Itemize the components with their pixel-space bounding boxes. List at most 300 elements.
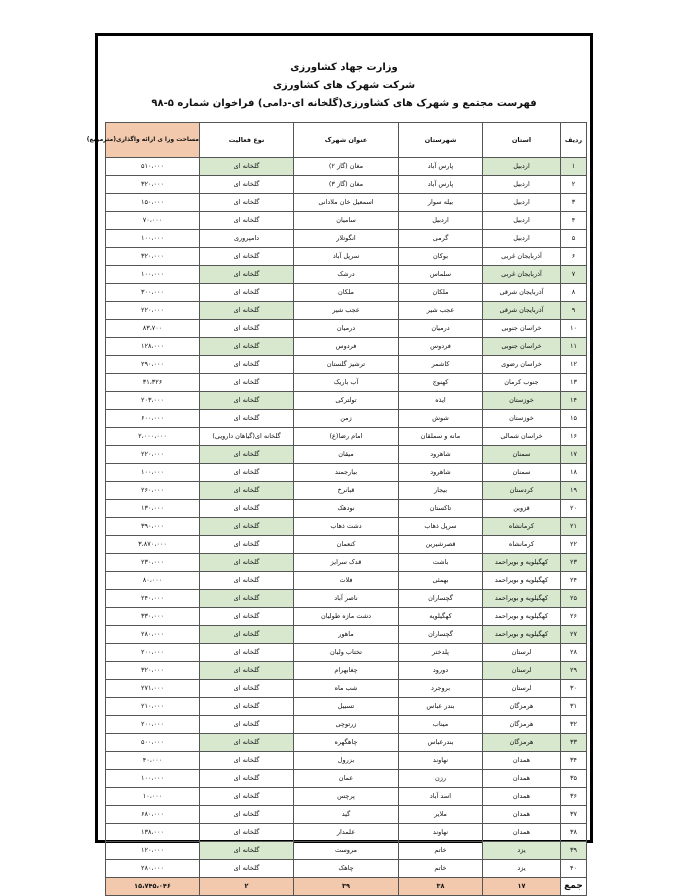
province-cell: همدان: [483, 806, 561, 824]
row-number-cell: ۱: [561, 158, 587, 176]
activity-cell: گلخانه ای: [200, 662, 294, 680]
county-cell: سلماس: [399, 266, 483, 284]
row-number-cell: ۲۲: [561, 536, 587, 554]
activity-cell: گلخانه ای: [200, 410, 294, 428]
row-number-cell: ۲۵: [561, 590, 587, 608]
area-cell: ۱۰۰،۰۰۰: [106, 464, 200, 482]
table-row: [106, 284, 587, 302]
area-cell: ۱۰۰،۰۰۰: [106, 230, 200, 248]
activity-cell: گلخانه ای: [200, 266, 294, 284]
totals-row: [106, 878, 587, 896]
town-cell: امام رضا(ع): [294, 428, 399, 446]
province-cell: خراسان جنوبی: [483, 338, 561, 356]
area-cell: ۱۲۰،۰۰۰: [106, 842, 200, 860]
town-cell: پرچس: [294, 788, 399, 806]
table-row: [106, 788, 587, 806]
county-cell: میناب: [399, 716, 483, 734]
province-cell: خوزستان: [483, 410, 561, 428]
county-cell: کهنوج: [399, 374, 483, 392]
table-row: [106, 554, 587, 572]
province-cell: اردبیل: [483, 230, 561, 248]
activity-cell: گلخانه ای: [200, 446, 294, 464]
table-row: [106, 194, 587, 212]
area-cell: ۲۲۰،۰۰۰: [106, 446, 200, 464]
row-number-cell: ۱۹: [561, 482, 587, 500]
county-cell: اردبیل: [399, 212, 483, 230]
county-cell: بیجار: [399, 482, 483, 500]
county-cell: گچساران: [399, 626, 483, 644]
table-row: [106, 482, 587, 500]
town-cell: ناصر آباد: [294, 590, 399, 608]
town-cell: چاهگهره: [294, 734, 399, 752]
province-cell: اردبیل: [483, 158, 561, 176]
area-cell: ۸۰،۰۰۰: [106, 572, 200, 590]
totals-province: ۱۷: [483, 878, 561, 896]
county-cell: دورود: [399, 662, 483, 680]
county-cell: پارس آباد: [399, 158, 483, 176]
county-cell: بندر عباس: [399, 698, 483, 716]
town-cell: انگوتلار: [294, 230, 399, 248]
row-number-cell: ۱۸: [561, 464, 587, 482]
area-cell: ۵۱۰،۰۰۰: [106, 158, 200, 176]
activity-cell: گلخانه ای: [200, 464, 294, 482]
town-cell: مغان (گاز ۲): [294, 158, 399, 176]
table-row: [106, 644, 587, 662]
province-cell: خراسان جنوبی: [483, 320, 561, 338]
province-cell: جنوب کرمان: [483, 374, 561, 392]
town-cell: چاهک: [294, 860, 399, 878]
province-cell: آذربایجان شرقی: [483, 302, 561, 320]
totals-activity: ۲: [200, 878, 294, 896]
table-row: [106, 464, 587, 482]
row-number-cell: ۳: [561, 194, 587, 212]
row-number-cell: ۱۰: [561, 320, 587, 338]
table-row: [106, 770, 587, 788]
row-number-cell: ۱۱: [561, 338, 587, 356]
table-row: [106, 698, 587, 716]
table-row: [106, 266, 587, 284]
area-cell: ۳۲۰،۰۰۰: [106, 248, 200, 266]
county-cell: ملایر: [399, 806, 483, 824]
area-cell: ۳۹۰،۰۰۰: [106, 518, 200, 536]
town-cell: گید: [294, 806, 399, 824]
towns-table: [86, 122, 587, 896]
province-cell: همدان: [483, 770, 561, 788]
province-cell: قزوین: [483, 500, 561, 518]
province-cell: لرستان: [483, 680, 561, 698]
col-header-town: عنوان شهرک: [294, 123, 399, 158]
province-cell: کردستان: [483, 482, 561, 500]
activity-cell: گلخانه ای: [200, 770, 294, 788]
row-number-cell: ۲۹: [561, 662, 587, 680]
row-number-cell: ۸: [561, 284, 587, 302]
activity-cell: گلخانه ای: [200, 842, 294, 860]
province-cell: کهگیلویه و بویراحمد: [483, 626, 561, 644]
county-cell: نهاوند: [399, 752, 483, 770]
province-cell: یزد: [483, 842, 561, 860]
province-cell: هرمزگان: [483, 698, 561, 716]
county-cell: باشت: [399, 554, 483, 572]
table-row: [106, 590, 587, 608]
town-cell: چغابهرام: [294, 662, 399, 680]
activity-cell: گلخانه ای: [200, 518, 294, 536]
activity-cell: گلخانه ای: [200, 824, 294, 842]
area-cell: ۲۶۰،۰۰۰: [106, 482, 200, 500]
totals-area: ۱۵،۷۴۵،۰۴۶: [106, 878, 200, 896]
town-cell: اسمعیل خان ملادانی: [294, 194, 399, 212]
table-row: [106, 536, 587, 554]
activity-cell: گلخانه ای: [200, 626, 294, 644]
table-row: [106, 356, 587, 374]
activity-cell: گلخانه ای: [200, 356, 294, 374]
area-cell: ۲۸۰،۰۰۰: [106, 860, 200, 878]
ministry-title: وزارت جهاد کشاورزی: [290, 62, 398, 73]
area-cell: ۱۰۰،۰۰۰: [106, 266, 200, 284]
activity-cell: گلخانه ای: [200, 788, 294, 806]
province-cell: همدان: [483, 752, 561, 770]
province-cell: هرمزگان: [483, 716, 561, 734]
row-number-cell: ۲۰: [561, 500, 587, 518]
county-cell: درمیان: [399, 320, 483, 338]
province-cell: آذربایجان غربی: [483, 248, 561, 266]
col-header-row: ردیف: [561, 123, 587, 158]
activity-cell: گلخانه ای: [200, 644, 294, 662]
county-cell: فردوس: [399, 338, 483, 356]
totals-town: ۳۹: [294, 878, 399, 896]
table-row: [106, 392, 587, 410]
activity-cell: گلخانه ای: [200, 320, 294, 338]
activity-cell: گلخانه ای: [200, 302, 294, 320]
county-cell: کاشمر: [399, 356, 483, 374]
area-cell: ۲،۰۰۰،۰۰۰: [106, 428, 200, 446]
activity-cell: گلخانه ای: [200, 482, 294, 500]
town-cell: قبانرخ: [294, 482, 399, 500]
activity-cell: گلخانه ای: [200, 248, 294, 266]
town-cell: فلات: [294, 572, 399, 590]
activity-cell: گلخانه ای: [200, 572, 294, 590]
row-number-cell: ۲۱: [561, 518, 587, 536]
area-cell: ۲۸۰،۰۰۰: [106, 626, 200, 644]
row-number-cell: ۷: [561, 266, 587, 284]
area-cell: ۳۲۰،۰۰۰: [106, 176, 200, 194]
area-cell: ۳۳۰،۰۰۰: [106, 608, 200, 626]
row-number-cell: ۳۲: [561, 716, 587, 734]
table-row: [106, 518, 587, 536]
table-row: [106, 410, 587, 428]
table-row: [106, 680, 587, 698]
area-cell: ۸۳،۷۰۰: [106, 320, 200, 338]
town-cell: کنعمان: [294, 536, 399, 554]
row-number-cell: ۳۶: [561, 788, 587, 806]
col-header-county: شهرستان: [399, 123, 483, 158]
area-cell: ۱۰،۰۰۰: [106, 788, 200, 806]
province-cell: سمنان: [483, 464, 561, 482]
area-cell: ۶۰۰،۰۰۰: [106, 410, 200, 428]
town-cell: زمن: [294, 410, 399, 428]
county-cell: خاتم: [399, 860, 483, 878]
table-row: [106, 572, 587, 590]
county-cell: ایذه: [399, 392, 483, 410]
table-row: [106, 320, 587, 338]
county-cell: سرپل ذهاب: [399, 518, 483, 536]
province-cell: آذربایجان شرقی: [483, 284, 561, 302]
county-cell: بیله سوار: [399, 194, 483, 212]
province-cell: اردبیل: [483, 212, 561, 230]
row-number-cell: ۵: [561, 230, 587, 248]
town-cell: میقان: [294, 446, 399, 464]
table-body: [106, 158, 587, 878]
town-cell: دشت ذهاب: [294, 518, 399, 536]
row-number-cell: ۶: [561, 248, 587, 266]
activity-cell: گلخانه ای: [200, 212, 294, 230]
row-number-cell: ۳۹: [561, 842, 587, 860]
town-cell: مروست: [294, 842, 399, 860]
activity-cell: گلخانه ای(گیاهان دارویی): [200, 428, 294, 446]
town-cell: بیارجمند: [294, 464, 399, 482]
totals-label: جمع: [561, 878, 587, 896]
activity-cell: گلخانه ای: [200, 860, 294, 878]
table-row: [106, 212, 587, 230]
row-number-cell: ۱۵: [561, 410, 587, 428]
town-cell: بزرول: [294, 752, 399, 770]
county-cell: شوش: [399, 410, 483, 428]
table-row: [106, 860, 587, 878]
row-number-cell: ۳۰: [561, 680, 587, 698]
town-cell: سامیان: [294, 212, 399, 230]
table-row: [106, 716, 587, 734]
activity-cell: گلخانه ای: [200, 680, 294, 698]
row-number-cell: ۳۵: [561, 770, 587, 788]
table-row: [106, 626, 587, 644]
town-cell: تسبیل: [294, 698, 399, 716]
activity-cell: گلخانه ای: [200, 194, 294, 212]
table-row: [106, 500, 587, 518]
activity-cell: گلخانه ای: [200, 338, 294, 356]
town-cell: مغان (گاز ۳): [294, 176, 399, 194]
area-cell: ۵۰۰،۰۰۰: [106, 734, 200, 752]
activity-cell: گلخانه ای: [200, 500, 294, 518]
province-cell: هرمزگان: [483, 734, 561, 752]
col-header-province: استان: [483, 123, 561, 158]
row-number-cell: ۴: [561, 212, 587, 230]
table-row: [106, 248, 587, 266]
town-cell: تختاب ولیان: [294, 644, 399, 662]
row-number-cell: ۲۴: [561, 572, 587, 590]
county-cell: عجب شیر: [399, 302, 483, 320]
province-cell: خراسان شمالی: [483, 428, 561, 446]
town-cell: شب ماه: [294, 680, 399, 698]
area-cell: ۱۲۸،۰۰۰: [106, 338, 200, 356]
county-cell: شاهرود: [399, 446, 483, 464]
table-row: [106, 428, 587, 446]
county-cell: مانه و سملقان: [399, 428, 483, 446]
province-cell: خراسان رضوی: [483, 356, 561, 374]
table-row: [106, 806, 587, 824]
row-number-cell: ۲۷: [561, 626, 587, 644]
activity-cell: گلخانه ای: [200, 716, 294, 734]
row-number-cell: ۲۶: [561, 608, 587, 626]
town-cell: ترشیز گلستان: [294, 356, 399, 374]
row-number-cell: ۳۴: [561, 752, 587, 770]
activity-cell: گلخانه ای: [200, 698, 294, 716]
town-cell: تولترکی: [294, 392, 399, 410]
list-title: فهرست مجتمع و شهرک های کشاورزی(گلخانه ای-دامی) فراخوان شماره ۵-۹۸: [151, 98, 537, 109]
province-cell: آذربایجان غربی: [483, 266, 561, 284]
activity-cell: گلخانه ای: [200, 734, 294, 752]
row-number-cell: ۴۰: [561, 860, 587, 878]
table-row: [106, 374, 587, 392]
area-cell: ۲۴۰،۰۰۰: [106, 590, 200, 608]
county-cell: اسد آباد: [399, 788, 483, 806]
town-cell: درمیان: [294, 320, 399, 338]
province-cell: کهگیلویه و بویراحمد: [483, 590, 561, 608]
county-cell: قصرشیرین: [399, 536, 483, 554]
table-row: [106, 338, 587, 356]
table-row: [106, 230, 587, 248]
col-header-area: مساحت ورا ی ارائه واگذاری(مترمربع): [106, 123, 200, 158]
province-cell: همدان: [483, 824, 561, 842]
activity-cell: دامپروری: [200, 230, 294, 248]
area-cell: ۱۳۰،۰۰۰: [106, 500, 200, 518]
province-cell: کهگیلویه و بویراحمد: [483, 608, 561, 626]
area-cell: ۳۲۰،۰۰۰: [106, 662, 200, 680]
row-number-cell: ۱۶: [561, 428, 587, 446]
province-cell: یزد: [483, 860, 561, 878]
table-row: [106, 302, 587, 320]
table-header-row: [106, 123, 587, 158]
table-row: [106, 158, 587, 176]
row-number-cell: ۱۳: [561, 374, 587, 392]
area-cell: ۲۰۰،۰۰۰: [106, 644, 200, 662]
activity-cell: گلخانه ای: [200, 392, 294, 410]
county-cell: ملکان: [399, 284, 483, 302]
row-number-cell: ۳۸: [561, 824, 587, 842]
area-cell: ۳۰۰،۰۰۰: [106, 284, 200, 302]
town-cell: ماهور: [294, 626, 399, 644]
col-header-activity: نوع فعالیت: [200, 123, 294, 158]
area-cell: ۲۷۱،۰۰۰: [106, 680, 200, 698]
town-cell: آب باریک: [294, 374, 399, 392]
activity-cell: گلخانه ای: [200, 374, 294, 392]
document-frame: [86, 33, 593, 891]
table-row: [106, 734, 587, 752]
row-number-cell: ۲: [561, 176, 587, 194]
area-cell: ۶۸۰،۰۰۰: [106, 806, 200, 824]
totals-county: ۳۸: [399, 878, 483, 896]
row-number-cell: ۲۳: [561, 554, 587, 572]
area-cell: ۴۰،۰۰۰: [106, 752, 200, 770]
area-cell: ۱۵۰،۰۰۰: [106, 194, 200, 212]
province-cell: اردبیل: [483, 194, 561, 212]
activity-cell: گلخانه ای: [200, 752, 294, 770]
area-cell: ۱۰۰،۰۰۰: [106, 770, 200, 788]
province-cell: همدان: [483, 788, 561, 806]
province-cell: کرمانشاه: [483, 518, 561, 536]
county-cell: گرمی: [399, 230, 483, 248]
activity-cell: گلخانه ای: [200, 590, 294, 608]
row-number-cell: ۳۷: [561, 806, 587, 824]
table-row: [106, 176, 587, 194]
row-number-cell: ۱۷: [561, 446, 587, 464]
town-cell: نودهک: [294, 500, 399, 518]
area-cell: ۳،۸۷۰،۰۰۰: [106, 536, 200, 554]
area-cell: ۲۰۳،۰۰۰: [106, 392, 200, 410]
table-row: [106, 662, 587, 680]
county-cell: بوکان: [399, 248, 483, 266]
company-title: شرکت شهرک های کشاورزی: [272, 80, 416, 91]
activity-cell: گلخانه ای: [200, 554, 294, 572]
town-cell: علمدار: [294, 824, 399, 842]
county-cell: پارس آباد: [399, 176, 483, 194]
row-number-cell: ۱۲: [561, 356, 587, 374]
activity-cell: گلخانه ای: [200, 176, 294, 194]
area-cell: ۲۱۰،۰۰۰: [106, 698, 200, 716]
activity-cell: گلخانه ای: [200, 158, 294, 176]
activity-cell: گلخانه ای: [200, 608, 294, 626]
area-cell: ۲۳۰،۰۰۰: [106, 554, 200, 572]
activity-cell: گلخانه ای: [200, 806, 294, 824]
activity-cell: گلخانه ای: [200, 284, 294, 302]
town-cell: ملکان: [294, 284, 399, 302]
province-cell: کهگیلویه و بویراحمد: [483, 554, 561, 572]
county-cell: گچساران: [399, 590, 483, 608]
town-cell: عمان: [294, 770, 399, 788]
province-cell: لرستان: [483, 662, 561, 680]
province-cell: اردبیل: [483, 176, 561, 194]
row-number-cell: ۳۳: [561, 734, 587, 752]
county-cell: بهمئی: [399, 572, 483, 590]
province-cell: خوزستان: [483, 392, 561, 410]
town-cell: عجب شیر: [294, 302, 399, 320]
province-cell: کرمانشاه: [483, 536, 561, 554]
table-row: [106, 842, 587, 860]
area-cell: ۱۳۸،۰۰۰: [106, 824, 200, 842]
province-cell: لرستان: [483, 644, 561, 662]
area-cell: ۲۰۰،۰۰۰: [106, 716, 200, 734]
town-cell: درشک: [294, 266, 399, 284]
area-cell: ۷۰،۰۰۰: [106, 212, 200, 230]
town-cell: فردوس: [294, 338, 399, 356]
area-cell: ۲۹۰،۰۰۰: [106, 356, 200, 374]
town-cell: سرپل آباد: [294, 248, 399, 266]
county-cell: بروجرد: [399, 680, 483, 698]
row-number-cell: ۹: [561, 302, 587, 320]
town-cell: قدک سرایز: [294, 554, 399, 572]
province-cell: کهگیلویه و بویراحمد: [483, 572, 561, 590]
town-cell: زرتوچی: [294, 716, 399, 734]
province-cell: سمنان: [483, 446, 561, 464]
table-row: [106, 608, 587, 626]
town-cell: دشت مازه طولیان: [294, 608, 399, 626]
county-cell: شاهرود: [399, 464, 483, 482]
table-row: [106, 752, 587, 770]
county-cell: تاکستان: [399, 500, 483, 518]
area-cell: ۳۱،۳۲۶: [106, 374, 200, 392]
county-cell: کهگیلویه: [399, 608, 483, 626]
row-number-cell: ۳۱: [561, 698, 587, 716]
row-number-cell: ۲۸: [561, 644, 587, 662]
county-cell: نهاوند: [399, 824, 483, 842]
table-row: [106, 446, 587, 464]
county-cell: خاتم: [399, 842, 483, 860]
county-cell: رزن: [399, 770, 483, 788]
area-cell: ۲۲۰،۰۰۰: [106, 302, 200, 320]
activity-cell: گلخانه ای: [200, 536, 294, 554]
row-number-cell: ۱۴: [561, 392, 587, 410]
county-cell: پلدختر: [399, 644, 483, 662]
table-row: [106, 824, 587, 842]
county-cell: بندرعباس: [399, 734, 483, 752]
